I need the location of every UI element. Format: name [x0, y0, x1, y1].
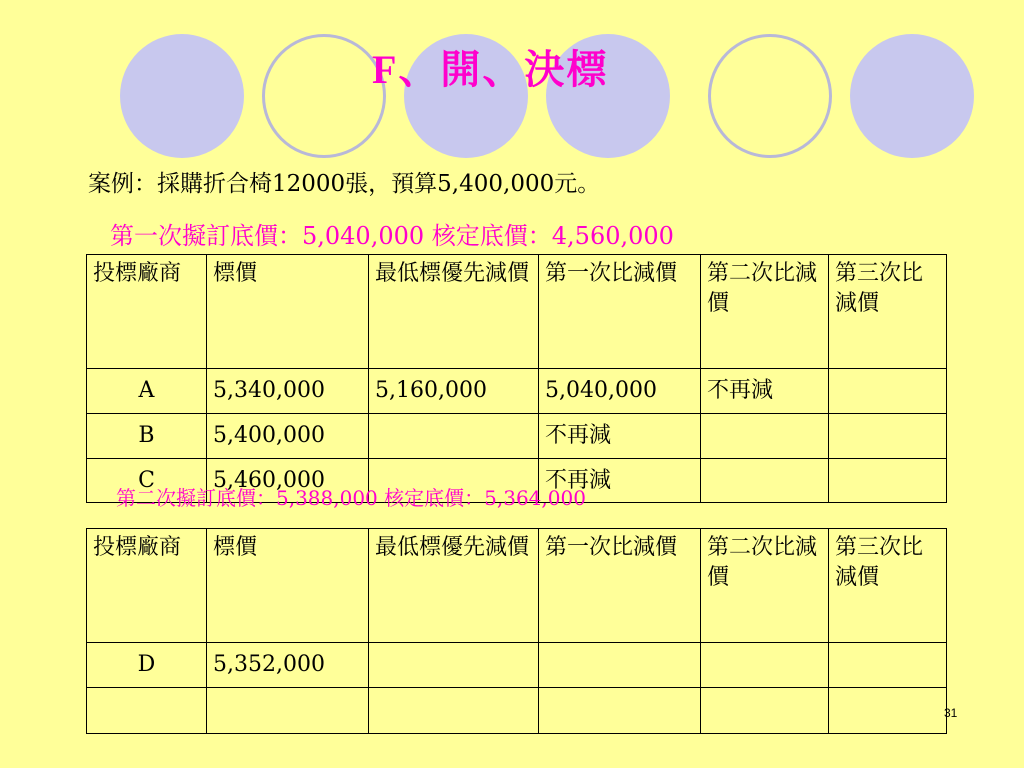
price-cell	[829, 688, 947, 734]
case-description: 案例：採購折合椅12000張，預算5,400,000元。	[88, 171, 601, 197]
price-cell	[701, 688, 829, 734]
price-cell	[539, 643, 701, 688]
price-cell	[829, 369, 947, 414]
header-lowest-bid-reduction: 最低標優先減價	[369, 255, 539, 369]
price-cell: 5,352,000	[207, 643, 369, 688]
price-cell: 5,160,000	[369, 369, 539, 414]
price-cell: 不再減	[539, 414, 701, 459]
price-cell: 5,460,000	[207, 459, 369, 503]
decor-circle-5	[708, 34, 832, 158]
decor-circle-6	[850, 34, 974, 158]
table-header-row	[87, 529, 947, 643]
price-cell	[369, 643, 539, 688]
second-reserve-price-line: 第二次擬訂底價：5,388,000 核定底價：5,364,000	[116, 486, 586, 510]
bidder-cell: A	[87, 369, 207, 414]
bid-table-2	[86, 528, 947, 734]
table-row	[87, 688, 947, 734]
header-third-reduction: 第三次比減價	[829, 529, 947, 643]
price-cell	[829, 643, 947, 688]
price-cell: 不再減	[701, 369, 829, 414]
table-header-row	[87, 255, 947, 369]
first-reserve-price-line: 第一次擬訂底價：5,040,000 核定底價：4,560,000	[110, 222, 674, 250]
price-cell	[829, 459, 947, 503]
price-cell	[701, 643, 829, 688]
price-cell	[539, 688, 701, 734]
price-cell: 5,400,000	[207, 414, 369, 459]
bidder-cell: C	[87, 459, 207, 503]
header-lowest-bid-reduction: 最低標優先減價	[369, 529, 539, 643]
header-bidder: 投標廠商	[87, 255, 207, 369]
table-row	[87, 643, 947, 688]
header-second-reduction: 第二次比減價	[701, 529, 829, 643]
price-cell: 不再減	[539, 459, 701, 503]
header-second-reduction: 第二次比減價	[701, 255, 829, 369]
bidder-cell	[87, 688, 207, 734]
decor-circle-1	[120, 34, 244, 158]
header-bidder: 投標廠商	[87, 529, 207, 643]
price-cell	[207, 688, 369, 734]
price-cell: 5,040,000	[539, 369, 701, 414]
header-bid-price: 標價	[207, 255, 369, 369]
price-cell	[369, 688, 539, 734]
table-row	[87, 414, 947, 459]
bid-table-1	[86, 254, 947, 503]
page-number: 31	[944, 706, 958, 720]
price-cell: 5,340,000	[207, 369, 369, 414]
header-first-reduction: 第一次比減價	[539, 255, 701, 369]
header-bid-price: 標價	[207, 529, 369, 643]
page-title: F、開、決標	[372, 47, 609, 92]
header-third-reduction: 第三次比減價	[829, 255, 947, 369]
table-row	[87, 369, 947, 414]
price-cell	[369, 414, 539, 459]
bidder-cell: D	[87, 643, 207, 688]
decor-circle-2	[262, 34, 386, 158]
price-cell	[701, 459, 829, 503]
price-cell	[829, 414, 947, 459]
header-first-reduction: 第一次比減價	[539, 529, 701, 643]
bidder-cell: B	[87, 414, 207, 459]
price-cell	[701, 414, 829, 459]
